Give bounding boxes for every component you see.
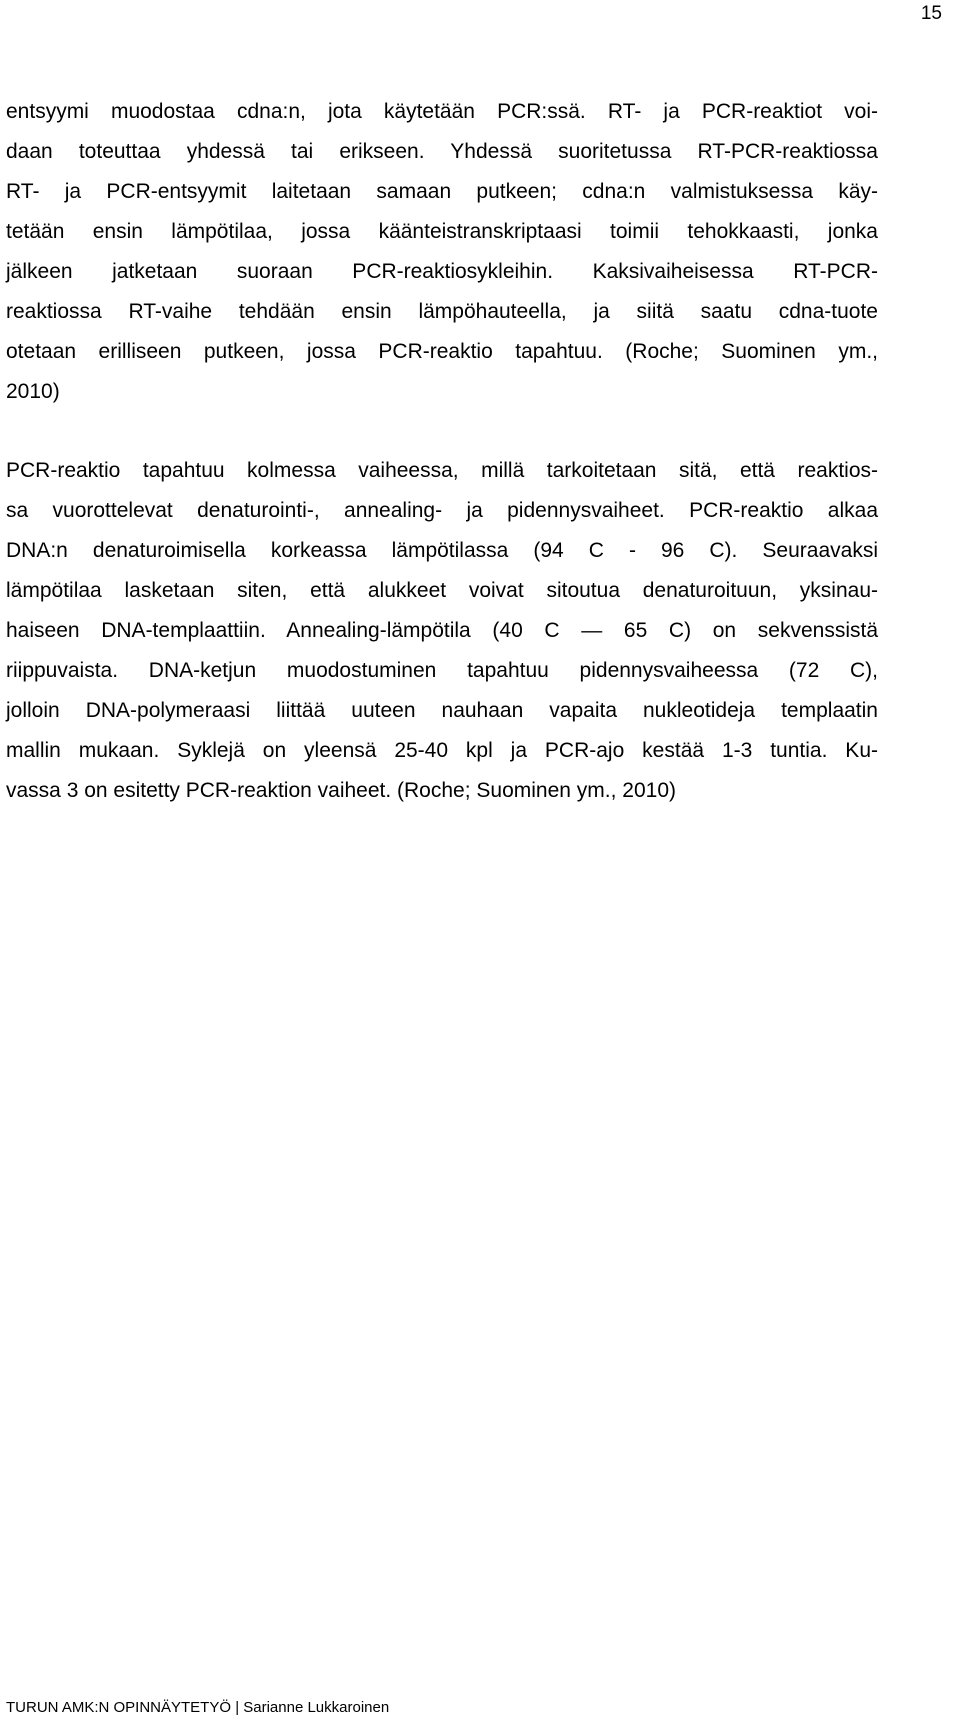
text-line: entsyymi muodostaa cdna:n, jota käytetään PCR:ssä. RT- ja PCR-reaktiot voi- bbox=[6, 100, 878, 123]
page-number: 15 bbox=[920, 3, 942, 24]
text-line: RT- ja PCR-entsyymit laitetaan samaan putkeen; cdna:n valmistuksessa käy- bbox=[6, 180, 878, 203]
text-line: lämpötilaa lasketaan siten, että alukkeet voivat sitoutua denaturoituun, yksinau- bbox=[6, 579, 878, 602]
paragraph-pcr-phases bbox=[6, 451, 878, 811]
text-line: DNA:n denaturoimisella korkeassa lämpötilassa (94 C - 96 C). Seuraavaksi bbox=[6, 539, 878, 562]
text-line: haiseen DNA-templaattiin. Annealing-lämpötila (40 C — 65 C) on sekvenssistä bbox=[6, 619, 878, 642]
text-line: jolloin DNA-polymeraasi liittää uuteen nauhaan vapaita nukleotideja templaatin bbox=[6, 699, 878, 722]
paragraph-rt-pcr bbox=[6, 92, 878, 412]
text-line: jälkeen jatketaan suoraan PCR-reaktiosykleihin. Kaksivaiheisessa RT-PCR- bbox=[6, 260, 878, 283]
text-line: tetään ensin lämpötilaa, jossa käänteistranskriptaasi toimii tehokkaasti, jonka bbox=[6, 220, 878, 243]
text-line: mallin mukaan. Syklejä on yleensä 25-40 kpl ja PCR-ajo kestää 1-3 tuntia. Ku- bbox=[6, 739, 878, 762]
text-line: riippuvaista. DNA-ketjun muodostuminen tapahtuu pidennysvaiheessa (72 C), bbox=[6, 659, 878, 682]
text-line: sa vuorottelevat denaturointi-, annealing- ja pidennysvaiheet. PCR-reaktio alkaa bbox=[6, 499, 878, 522]
text-line: 2010) bbox=[6, 380, 60, 403]
text-line: vassa 3 on esitetty PCR-reaktion vaiheet. (Roche; Suominen ym., 2010) bbox=[6, 779, 676, 802]
page-footer: TURUN AMK:N OPINNÄYTETYÖ | Sarianne Lukkaroinen bbox=[6, 1699, 390, 1716]
text-line: daan toteuttaa yhdessä tai erikseen. Yhdessä suoritetussa RT-PCR-reaktiossa bbox=[6, 140, 878, 163]
text-line: otetaan erilliseen putkeen, jossa PCR-reaktio tapahtuu. (Roche; Suominen ym., bbox=[6, 340, 878, 363]
text-line: PCR-reaktio tapahtuu kolmessa vaiheessa, millä tarkoitetaan sitä, että reaktios- bbox=[6, 459, 878, 482]
text-line: reaktiossa RT-vaihe tehdään ensin lämpöhauteella, ja siitä saatu cdna-tuote bbox=[6, 300, 878, 323]
